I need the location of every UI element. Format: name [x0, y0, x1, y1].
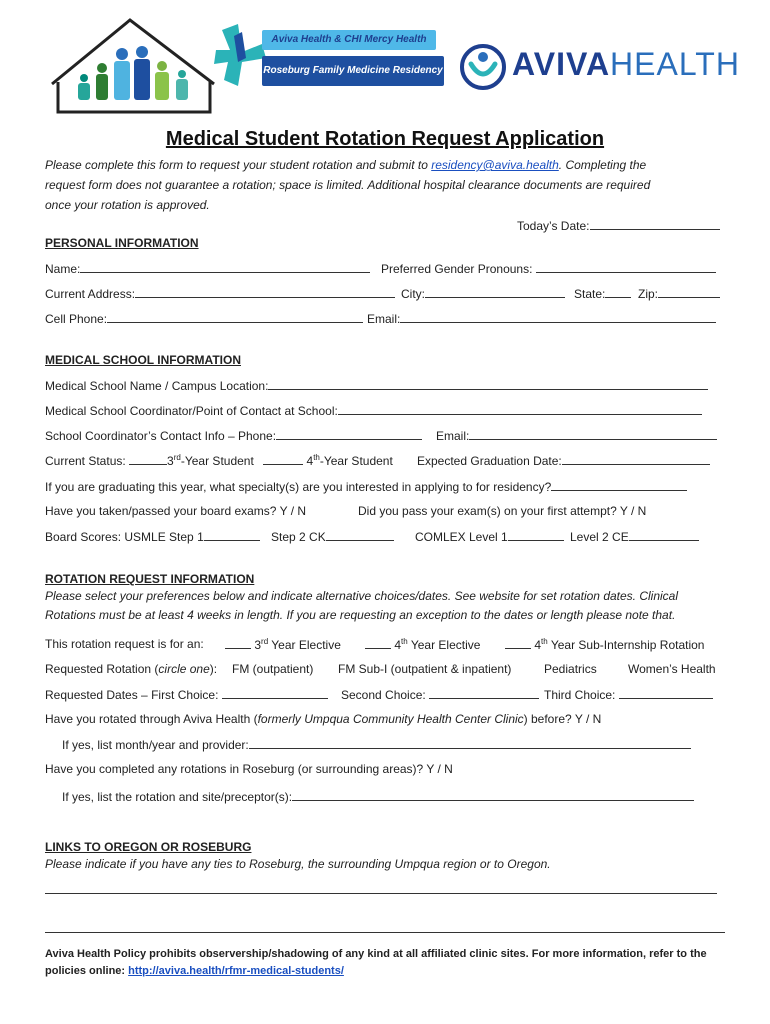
fourth-year-elective-option[interactable]: 4th Year Elective: [365, 637, 480, 652]
second-choice-dates-field[interactable]: [341, 687, 539, 702]
aviva-rotation-question[interactable]: Have you rotated through Aviva Health (formerly Umpqua Community Health Center Clinic) before? Y / N: [45, 712, 602, 726]
family-house-logo: [44, 16, 224, 120]
intro-pre: Please complete this form to request your student rotation and submit to: [45, 158, 432, 172]
board-scores-row: [45, 529, 260, 544]
fourth-year-option: 4th-Year Student: [306, 453, 393, 468]
intro-line-2: request form does not guarantee a rotation; space is limited. Additional hospital clearance documents are required: [45, 178, 651, 192]
rotation-choice-fm-subi[interactable]: FM Sub-I (outpatient & inpatient): [338, 662, 512, 676]
comlex-label: COMLEX Level 1: [415, 530, 508, 544]
provider-label: If yes, list month/year and provider:: [62, 738, 249, 752]
requested-rotation-label: Requested Rotation (circle one):: [45, 662, 218, 676]
intro-post: . Completing the: [558, 158, 647, 172]
rotation-instructions-2: Rotations must be at least 4 weeks in length. If you are requesting an exception to the dates or length please note that.: [45, 608, 676, 622]
coordinator-email-label: Email:: [436, 429, 470, 443]
policy-line-1: Aviva Health Policy prohibits observership/shadowing of any kind at all affiliated clinic sites. For more information, refer to the: [45, 948, 707, 960]
rotation-instructions-1: Please select your preferences below and indicate alternative choices/dates. See website for set rotation dates. Clinical: [45, 589, 679, 603]
usmle-step1-label: Board Scores: USMLE Step 1: [45, 530, 204, 544]
coordinator-phone-field[interactable]: [45, 428, 422, 443]
graduation-date-field[interactable]: [417, 453, 710, 468]
name-field[interactable]: [45, 261, 370, 276]
step2-label: Step 2 CK: [271, 530, 326, 544]
links-instructions: Please indicate if you have any ties to Roseburg, the surrounding Umpqua region or to Oregon.: [45, 857, 551, 871]
aviva-wordmark-bold: AVIVA: [512, 46, 611, 82]
links-heading: LINKS TO OREGON OR ROSEBURG: [45, 840, 252, 854]
zip-field[interactable]: [638, 286, 720, 301]
oregon-ties-answer-line[interactable]: [45, 893, 717, 894]
residency-badge: [262, 30, 436, 50]
city-field[interactable]: [401, 286, 565, 301]
second-choice-label: Second Choice:: [341, 688, 426, 702]
rotation-for-label: This rotation request is for an:: [45, 637, 204, 651]
coordinator-phone-label: School Coordinator’s Contact Info – Phone:: [45, 429, 277, 443]
site-preceptor-label: If yes, list the rotation and site/preceptor(s):: [62, 790, 293, 804]
current-status-row: [45, 453, 393, 468]
graduation-date-label: Expected Graduation Date:: [417, 454, 562, 468]
personal-info-heading: PERSONAL INFORMATION: [45, 236, 199, 250]
site-preceptor-field[interactable]: [62, 789, 694, 804]
policy-divider: [45, 932, 725, 933]
third-year-option: 3rd-Year Student: [167, 453, 254, 468]
first-choice-label: Requested Dates – First Choice:: [45, 688, 219, 702]
current-status-label: Current Status:: [45, 454, 126, 468]
third-year-elective-option[interactable]: 3rd Year Elective: [225, 637, 341, 652]
cell-phone-label: Cell Phone:: [45, 312, 108, 326]
level2-label: Level 2 CE: [570, 530, 629, 544]
roseburg-rotation-question[interactable]: Have you completed any rotations in Roseburg (or surrounding areas)? Y / N: [45, 762, 453, 776]
todays-date-field[interactable]: [517, 218, 720, 233]
coordinator-email-field[interactable]: [436, 428, 717, 443]
school-name-field[interactable]: [45, 378, 708, 393]
name-label: Name:: [45, 262, 81, 276]
rotation-info-heading: ROTATION REQUEST INFORMATION: [45, 572, 255, 586]
policy-line-2: policies online: http://aviva.health/rfmr-medical-students/: [45, 965, 344, 977]
aviva-health-icon: [458, 42, 508, 92]
first-choice-dates-field[interactable]: [45, 687, 328, 702]
school-info-heading: MEDICAL SCHOOL INFORMATION: [45, 353, 241, 367]
third-year-blank[interactable]: [129, 453, 167, 465]
page-title: Medical Student Rotation Request Application: [165, 128, 605, 150]
board-exams-question[interactable]: Have you taken/passed your board exams? Y / N: [45, 504, 307, 518]
residency-email-link[interactable]: residency@aviva.health: [431, 158, 559, 172]
school-coordinator-field[interactable]: [45, 403, 702, 418]
badge-line2: Roseburg Family Medicine Residency: [263, 65, 443, 76]
specialty-field[interactable]: [45, 479, 687, 494]
school-coordinator-label: Medical School Coordinator/Point of Contact at School:: [45, 404, 338, 418]
todays-date-label: Today’s Date:: [517, 219, 590, 233]
intro-line-3: once your rotation is approved.: [45, 198, 210, 212]
cell-phone-field[interactable]: [45, 311, 363, 326]
email-label: Email:: [367, 312, 401, 326]
address-label: Current Address:: [45, 287, 136, 301]
third-choice-label: Third Choice:: [544, 688, 616, 702]
badge-line1: Aviva Health & CHI Mercy Health: [271, 34, 427, 45]
aviva-health-wordmark: [512, 46, 740, 83]
rotation-choice-womens-health[interactable]: Women’s Health: [628, 662, 716, 676]
sub-internship-option[interactable]: 4th Year Sub-Internship Rotation: [505, 637, 704, 652]
rotation-choice-fm[interactable]: FM (outpatient): [232, 662, 314, 676]
rotation-choice-pediatrics[interactable]: Pediatrics: [544, 662, 597, 676]
fourth-year-blank[interactable]: [263, 453, 303, 465]
city-label: City:: [401, 287, 425, 301]
health-wordmark: HEALTH: [610, 46, 740, 82]
zip-label: Zip:: [638, 287, 659, 301]
address-field[interactable]: [45, 286, 395, 301]
intro-line-1: [45, 158, 646, 172]
comlex-field[interactable]: [415, 529, 564, 544]
school-name-label: Medical School Name / Campus Location:: [45, 379, 269, 393]
email-field[interactable]: [367, 311, 716, 326]
usmle-step1-blank[interactable]: [204, 529, 260, 541]
pronouns-label: Preferred Gender Pronouns:: [381, 262, 533, 276]
third-choice-dates-field[interactable]: [544, 687, 713, 702]
step2-field[interactable]: [271, 529, 394, 544]
pronouns-field[interactable]: [381, 261, 716, 276]
level2-field[interactable]: [570, 529, 699, 544]
residency-badge-name: [262, 56, 444, 86]
first-attempt-question[interactable]: Did you pass your exam(s) on your first attempt? Y / N: [358, 504, 647, 518]
state-field[interactable]: [574, 286, 631, 301]
policy-url-link[interactable]: http://aviva.health/rfmr-medical-students/: [128, 965, 344, 977]
specialty-label: If you are graduating this year, what specialty(s) are you interested in applying to for residency?: [45, 480, 552, 494]
provider-field[interactable]: [62, 737, 691, 752]
state-label: State:: [574, 287, 606, 301]
